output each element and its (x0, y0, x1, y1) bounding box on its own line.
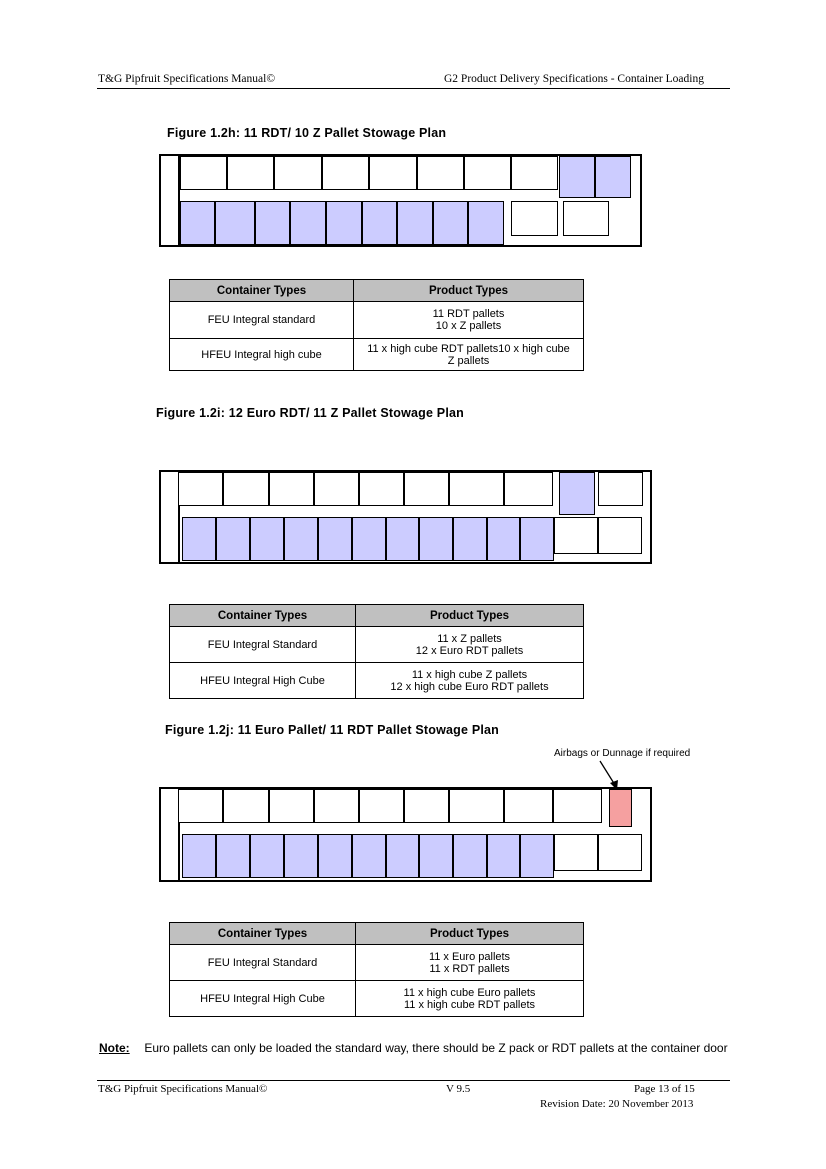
pallet-box (284, 517, 318, 561)
product-line: 11 x Euro pallets (428, 950, 511, 963)
pallet-box (563, 201, 609, 236)
pallet-box (559, 156, 595, 198)
pallet-box (433, 201, 468, 245)
pallet-box (598, 472, 643, 506)
pallet-box (419, 517, 453, 561)
container-door (159, 787, 180, 882)
product-line: Z pallets (447, 354, 490, 367)
pallet-box (182, 834, 216, 878)
pallet-box (215, 201, 255, 245)
pallet-box (453, 834, 487, 878)
footer-page: Page 13 of 15 (634, 1083, 695, 1095)
figure-title: Figure 1.2h: 11 RDT/ 10 Z Pallet Stowage Plan (167, 126, 447, 140)
table-row (170, 302, 584, 339)
product-type-cell (354, 302, 584, 339)
figure-title: Figure 1.2j: 11 Euro Pallet/ 11 RDT Pallet Stowage Plan (165, 723, 500, 737)
column-header: Product Types (356, 605, 584, 627)
pallet-box (511, 156, 558, 190)
note (99, 1040, 729, 1057)
pallet-box (314, 472, 359, 506)
product-line: 12 x high cube Euro RDT pallets (390, 680, 549, 693)
note-label: Note: (99, 1041, 130, 1055)
header-left: T&G Pipfruit Specifications Manual© (98, 73, 276, 85)
pallet-box (326, 201, 362, 245)
product-type-cell (356, 663, 584, 699)
airbag-box (609, 789, 632, 827)
pallet-box (464, 156, 511, 190)
pallet-box (559, 472, 595, 515)
pallet-box (595, 156, 631, 198)
pallet-box (520, 834, 554, 878)
pallet-box (227, 156, 274, 190)
pallet-box (318, 517, 352, 561)
column-header: Container Types (170, 923, 356, 945)
pallet-box (250, 834, 284, 878)
column-header: Product Types (354, 280, 584, 302)
pallet-box (520, 517, 554, 561)
pallet-box (250, 517, 284, 561)
pallet-box (178, 472, 223, 506)
footer-rule (97, 1080, 730, 1081)
pallet-box (397, 201, 433, 245)
pallet-box (404, 472, 449, 506)
container-table-1 (169, 279, 584, 371)
pallet-box (180, 201, 215, 245)
pallet-box (386, 517, 419, 561)
product-line: 11 x high cube RDT pallets (403, 998, 536, 1011)
pallet-box (223, 472, 269, 506)
product-line: 12 x Euro RDT pallets (415, 644, 524, 657)
pallet-box (352, 834, 386, 878)
product-type-cell (356, 945, 584, 981)
pallet-box (216, 517, 250, 561)
table-row (170, 663, 584, 699)
product-line: 11 x Z pallets (437, 632, 502, 645)
product-line: 11 x high cube Z pallets (411, 668, 528, 681)
container-door (159, 154, 180, 247)
pallet-box (180, 156, 227, 190)
product-type-cell (356, 627, 584, 663)
pallet-box (553, 789, 602, 823)
container-type-cell: HFEU Integral high cube (170, 339, 354, 371)
pallet-box (359, 472, 404, 506)
pallet-box (504, 472, 553, 506)
container-type-cell: FEU Integral Standard (170, 945, 356, 981)
figure-title: Figure 1.2i: 12 Euro RDT/ 11 Z Pallet Stowage Plan (156, 406, 464, 420)
pallet-box (449, 789, 504, 823)
pallet-box (318, 834, 352, 878)
container-table-3 (169, 922, 584, 1017)
pallet-box (453, 517, 487, 561)
pallet-box (468, 201, 504, 245)
product-line: 11 x RDT pallets (429, 962, 510, 975)
pallet-box (182, 517, 216, 561)
pallet-box (386, 834, 419, 878)
pallet-box (178, 789, 223, 823)
pallet-box (404, 789, 449, 823)
pallet-box (322, 156, 369, 190)
pallet-box (554, 517, 598, 554)
pallet-box (352, 517, 386, 561)
pallet-box (274, 156, 322, 190)
airbag-annotation: Airbags or Dunnage if required (554, 748, 691, 759)
footer-left: T&G Pipfruit Specifications Manual© (98, 1083, 268, 1095)
product-line: 11 RDT pallets (432, 308, 505, 320)
table-row (170, 981, 584, 1017)
table-row (170, 339, 584, 371)
header-right: G2 Product Delivery Specifications - Container Loading (444, 73, 704, 85)
pallet-box (598, 517, 642, 554)
container-type-cell: FEU Integral Standard (170, 627, 356, 663)
container-type-cell: FEU Integral standard (170, 302, 354, 339)
product-line: 10 x Z pallets (435, 320, 502, 332)
note-text: Euro pallets can only be loaded the standard way, there should be Z pack or RDT pallets at the container door (144, 1041, 728, 1055)
product-type-cell (354, 339, 584, 371)
table-row (170, 627, 584, 663)
pallet-box (290, 201, 326, 245)
product-type-cell (356, 981, 584, 1017)
pallet-box (419, 834, 453, 878)
pallet-box (554, 834, 598, 871)
container-type-cell: HFEU Integral High Cube (170, 663, 356, 699)
pallet-box (511, 201, 558, 236)
footer-version: V 9.5 (446, 1083, 471, 1095)
pallet-box (359, 789, 404, 823)
container-table-2 (169, 604, 584, 699)
container-door (159, 470, 180, 564)
pallet-box (487, 517, 520, 561)
product-line: 11 x high cube Euro pallets (403, 986, 536, 999)
pallet-box (362, 201, 397, 245)
container-type-cell: HFEU Integral High Cube (170, 981, 356, 1017)
pallet-box (369, 156, 417, 190)
pallet-box (449, 472, 504, 506)
pallet-box (417, 156, 464, 190)
column-header: Product Types (356, 923, 584, 945)
footer-revision: Revision Date: 20 November 2013 (540, 1098, 694, 1110)
pallet-box (314, 789, 359, 823)
pallet-box (255, 201, 290, 245)
pallet-box (216, 834, 250, 878)
product-line: 11 x high cube RDT pallets10 x high cube (367, 342, 570, 355)
pallet-box (269, 472, 314, 506)
pallet-box (487, 834, 520, 878)
column-header: Container Types (170, 280, 354, 302)
pallet-box (598, 834, 642, 871)
pallet-box (504, 789, 553, 823)
pallet-box (223, 789, 269, 823)
pallet-box (269, 789, 314, 823)
table-row (170, 945, 584, 981)
column-header: Container Types (170, 605, 356, 627)
pallet-box (284, 834, 318, 878)
header-rule (97, 88, 730, 89)
